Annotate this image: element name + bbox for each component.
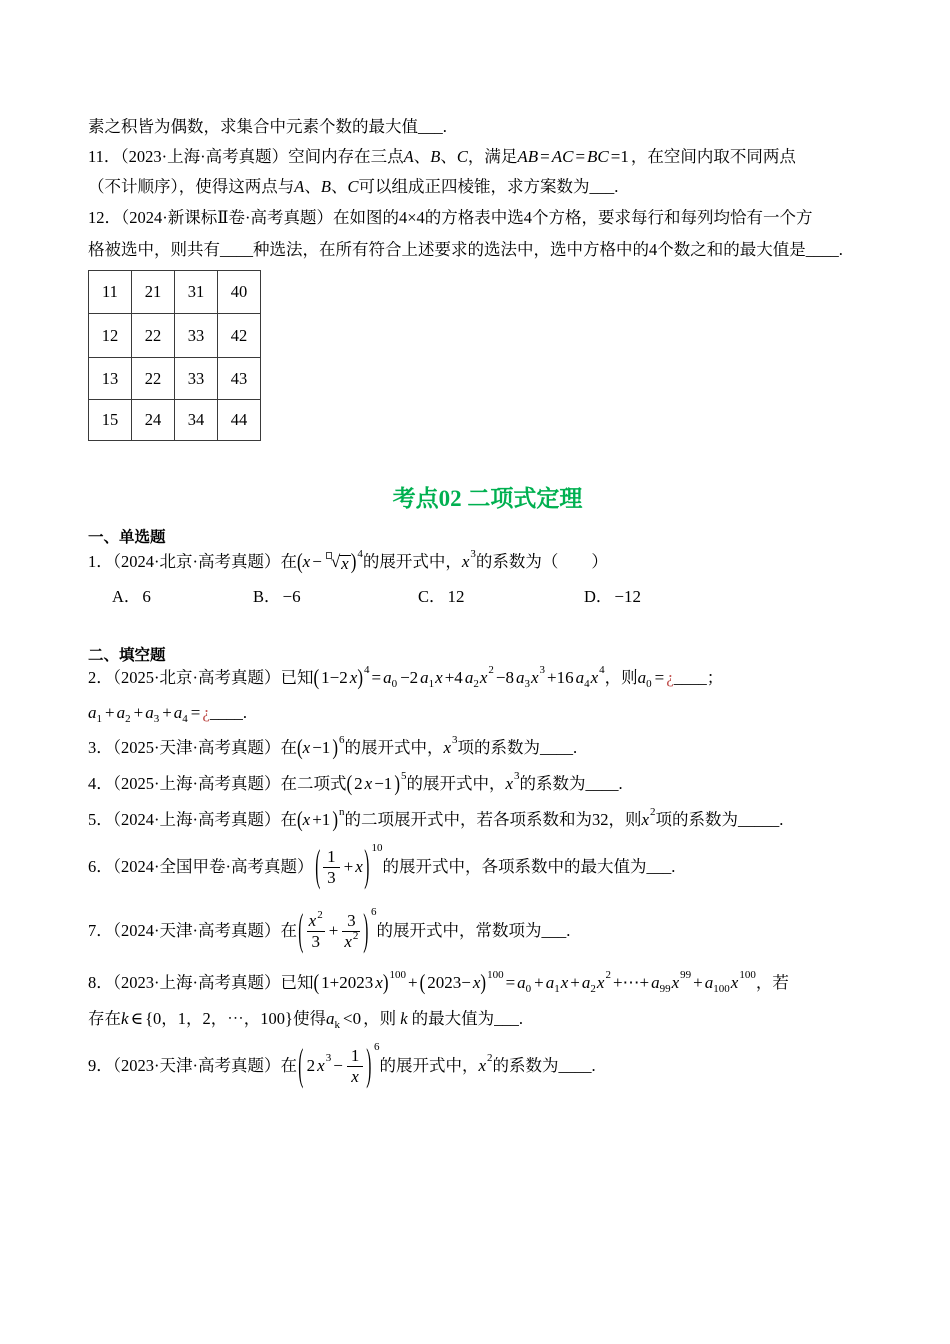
text-run: 存在 — [88, 1009, 121, 1028]
math-symbol: − — [333, 1056, 343, 1075]
superscript: 3 — [325, 1052, 332, 1064]
continued-question-line — [88, 115, 447, 139]
parenthesis: ) — [350, 549, 357, 574]
superscript: 2 — [650, 806, 656, 818]
math-symbol: 1 — [327, 846, 336, 866]
math-symbol: =1 — [610, 147, 629, 166]
grid-row — [89, 400, 261, 441]
text-run: 项的系数为____. — [457, 738, 578, 757]
problem-12-line-1 — [88, 206, 813, 230]
inline-variable: B — [430, 147, 441, 166]
problem-2-line-1 — [88, 666, 723, 690]
grid-cell: 22 — [132, 358, 175, 400]
grid-cell: 21 — [132, 271, 175, 314]
text-run: 的展开式中， — [379, 1056, 479, 1075]
subscript: 1 — [96, 713, 102, 725]
placeholder-glyph: ¿ — [202, 703, 210, 722]
text-run: 的展开式中，常数项为___. — [376, 921, 571, 940]
text-run: （不计顺序），使得这两点与 — [88, 177, 295, 196]
placeholder-glyph: ¿ — [666, 668, 674, 687]
math-variable: x — [351, 1066, 359, 1086]
grid-cell: 34 — [175, 400, 218, 441]
problem-12-line-2 — [88, 238, 843, 262]
math-variable: x — [302, 810, 311, 829]
grid-cell: 15 — [89, 400, 132, 441]
math-symbol: +⋯+ — [612, 973, 650, 992]
text-run: 11．（2023·上海·高考真题）空间内存在三点 — [88, 147, 404, 166]
math-symbol: + — [133, 703, 144, 722]
math-variable: x — [349, 668, 358, 687]
parenthesis: ( — [419, 970, 426, 995]
text-run: 、 — [413, 147, 431, 166]
grid-cell: 11 — [89, 271, 132, 314]
subscript: 4 — [182, 713, 188, 725]
text-run: ，在空间内取不同两点 — [630, 147, 796, 166]
fraction-numerator — [323, 847, 340, 868]
math-variable: x — [560, 973, 569, 992]
math-symbol: 1 — [350, 1045, 360, 1065]
math-symbol: 2 — [354, 774, 363, 793]
radical-sign: √ — [330, 552, 341, 571]
text-run: 、 — [440, 147, 457, 166]
superscript: n — [338, 806, 345, 818]
text-run: 的最大值为___. — [407, 1009, 524, 1028]
superscript: 4 — [599, 664, 605, 676]
text-run: 的展开式中， — [344, 738, 444, 757]
math-variable: x — [596, 973, 605, 992]
big-parenthesis: ( — [314, 841, 320, 891]
fraction-denominator — [342, 929, 360, 952]
superscript: 10 — [371, 842, 383, 854]
superscript: 2 — [487, 1052, 493, 1064]
math-symbol: 1−2 — [321, 668, 348, 687]
subscript: 3 — [524, 678, 530, 690]
big-parenthesis: ) — [364, 841, 370, 891]
superscript: 3 — [539, 664, 545, 676]
text-run: {0，1，2，⋯，100}使得 — [145, 1009, 326, 1028]
option-b — [253, 585, 303, 609]
math-variable: a — [116, 703, 126, 722]
math-variable: x — [461, 552, 470, 571]
math-variable: x — [505, 774, 514, 793]
math-variable: x — [730, 973, 739, 992]
math-variable: x — [302, 552, 311, 571]
grid-cell: 31 — [175, 271, 218, 314]
option-label: A． — [112, 587, 141, 606]
math-variable: x — [355, 857, 363, 876]
math-variable: x — [671, 973, 680, 992]
big-parenthesis: ) — [366, 1040, 372, 1090]
option-value: −6 — [282, 587, 301, 606]
grid-row — [89, 271, 261, 314]
math-variable: a — [383, 668, 392, 687]
math-variable: a — [325, 1009, 335, 1028]
inline-variable: C — [456, 147, 468, 166]
math-symbol: +4 — [444, 668, 463, 687]
math-variable: a — [515, 668, 525, 687]
math-symbol: −8 — [495, 668, 514, 687]
math-variable: k — [121, 1009, 129, 1028]
fraction-denominator — [347, 1067, 364, 1087]
problem-8-line-2 — [88, 1007, 523, 1031]
problem-1-line-1 — [88, 550, 608, 574]
number-grid-table — [88, 270, 261, 441]
math-variable: a — [637, 668, 647, 687]
math-variable: x — [479, 668, 488, 687]
parenthesis: ( — [297, 549, 303, 574]
math-variable: a — [575, 668, 585, 687]
text-run: ，则 — [604, 668, 638, 687]
subscript: 3 — [153, 713, 160, 725]
superscript: 3 — [470, 548, 476, 560]
math-variable: x — [344, 931, 352, 951]
grid-cell: 12 — [89, 314, 132, 358]
math-variable: a — [545, 973, 555, 992]
big-parenthesis: ) — [363, 905, 369, 955]
math-variable: x — [302, 738, 311, 757]
inline-variable: A — [294, 177, 305, 196]
superscript: 4 — [357, 548, 363, 560]
math-symbol: = — [371, 668, 382, 687]
math-symbol: + — [105, 703, 115, 722]
math-symbol: + — [407, 973, 418, 992]
option-value: −12 — [614, 587, 642, 606]
text-run: 9．（2023·天津·高考真题）在 — [88, 1056, 297, 1075]
grid-cell: 22 — [132, 314, 175, 358]
grid-cell: 13 — [89, 358, 132, 400]
grid-cell: 43 — [218, 358, 261, 400]
text-run: 的系数为（ ） — [475, 552, 608, 571]
math-variable: x — [472, 973, 481, 992]
text-run: 的二项展开式中，若各项系数和为32，则 — [344, 810, 642, 829]
subscript: k — [334, 1019, 340, 1031]
grid-cell: 40 — [218, 271, 261, 314]
math-variable: x — [364, 774, 373, 793]
inline-variable: A — [403, 147, 414, 166]
parenthesis: ( — [313, 665, 320, 690]
grid-cell: 33 — [175, 358, 218, 400]
math-symbol: <0 — [342, 1009, 362, 1028]
math-symbol: + — [693, 973, 703, 992]
math-symbol: = — [505, 973, 516, 992]
text-run: 、 — [304, 177, 321, 196]
math-symbol: = — [575, 147, 586, 166]
superscript: 4 — [363, 664, 370, 676]
problem-11-line-1 — [88, 145, 796, 169]
text-run: ____； — [673, 668, 724, 687]
superscript: 2 — [317, 908, 323, 921]
math-variable: x — [530, 668, 539, 687]
subscript: 0 — [525, 983, 532, 995]
text-run: 4．（2025·上海·高考真题）在二项式 — [88, 774, 347, 793]
problem-11-line-2 — [88, 175, 618, 199]
math-symbol: −1 — [374, 774, 393, 793]
math-symbol: 3 — [347, 910, 356, 930]
text-run: 5．（2024·上海·高考真题）在 — [88, 810, 297, 829]
subscript: 2 — [590, 983, 596, 995]
math-symbol: = — [190, 703, 201, 722]
radical-index-box — [326, 552, 332, 559]
subscript: 4 — [584, 678, 590, 690]
text-run: ，满足 — [467, 147, 518, 166]
superscript: 100 — [739, 969, 756, 981]
text-run: 12．（2024·新课标Ⅱ卷·高考真题）在如图的4×4的方格表中选4个方格，要求每行和每列均恰有一个方 — [88, 208, 813, 227]
grid-row — [89, 314, 261, 358]
big-parenthesis: ( — [298, 1040, 304, 1090]
section-title: 考点02 二项式定理 — [392, 486, 583, 511]
inline-variable: B — [320, 177, 331, 196]
math-symbol: 3 — [311, 931, 320, 951]
text-run: 3．（2025·天津·高考真题）在 — [88, 738, 297, 757]
text-run: 的展开式中，各项系数中的最大值为___. — [382, 857, 676, 876]
fraction-numerator — [342, 911, 360, 932]
option-label: B． — [253, 587, 281, 606]
text-run: 的展开式中， — [406, 774, 506, 793]
fraction-denominator — [307, 932, 325, 952]
subscript: 2 — [473, 678, 479, 690]
math-variable: a — [581, 973, 591, 992]
option-value: 12 — [447, 587, 465, 606]
math-variable: a — [704, 973, 714, 992]
text-run: ____. — [209, 703, 248, 722]
math-symbol: − — [312, 552, 322, 571]
math-symbol: + — [534, 973, 544, 992]
fraction — [347, 1046, 364, 1087]
text-run: 素之积皆为偶数，求集合中元素个数的最大值___. — [88, 117, 447, 136]
math-variable: a — [420, 668, 429, 687]
math-symbol: + — [328, 921, 339, 940]
problem-8-line-1 — [88, 971, 789, 995]
grid-cell: 33 — [175, 314, 218, 358]
big-parenthesis: ( — [298, 905, 304, 955]
parenthesis: ( — [297, 735, 303, 760]
problem-3-line-1 — [88, 736, 577, 760]
single-choice-heading: 一、单选题 — [88, 529, 166, 546]
math-variable: x — [443, 738, 452, 757]
inline-variable: k — [400, 1009, 408, 1028]
math-symbol: −2 — [400, 668, 419, 687]
fraction — [307, 908, 325, 952]
subscript: 2 — [125, 713, 131, 725]
option-c — [418, 585, 467, 609]
problem-4-line-1 — [88, 772, 623, 796]
text-run: 、 — [330, 177, 348, 196]
radical — [326, 552, 351, 572]
superscript: 2 — [352, 929, 359, 942]
superscript: 2 — [605, 969, 611, 981]
option-value: 6 — [142, 587, 151, 606]
math-symbol: = — [654, 668, 665, 687]
option-label: C． — [418, 587, 446, 606]
grid-cell: 42 — [218, 314, 261, 358]
subscript: 1 — [554, 983, 560, 995]
parenthesis: ) — [382, 970, 389, 995]
math-symbol: 2 — [306, 1056, 316, 1075]
parenthesis: ( — [346, 771, 353, 796]
parenthesis: ) — [332, 807, 338, 832]
text-run: 格被选中，则共有____种选法，在所有符合上述要求的选法中，选中方格中的4个数之和的最大值是____. — [88, 240, 843, 259]
math-variable: a — [517, 973, 526, 992]
superscript: 3 — [514, 770, 520, 782]
math-symbol: + — [162, 703, 172, 722]
text-run: 8．（2023·上海·高考真题）已知 — [88, 973, 314, 992]
text-run: 1．（2024·北京·高考真题）在 — [88, 552, 297, 571]
subscript: 1 — [428, 678, 435, 690]
math-variable: x — [478, 1056, 487, 1075]
math-symbol: + — [343, 857, 354, 876]
math-symbol: 3 — [327, 867, 336, 887]
math-variable: AB — [517, 147, 539, 166]
superscript: 6 — [371, 906, 377, 918]
answer-options — [0, 585, 950, 609]
superscript: 6 — [338, 734, 345, 746]
problem-2-line-2 — [88, 701, 247, 725]
text-run: 2．（2025·北京·高考真题）已知 — [88, 668, 314, 687]
problem-9-line-1 — [88, 1036, 596, 1096]
math-variable: x — [641, 810, 650, 829]
text-run: 的系数为____. — [519, 774, 623, 793]
radical-body: x — [341, 553, 349, 573]
superscript: 100 — [487, 969, 504, 981]
fraction-numerator — [347, 1046, 364, 1067]
text-run: 7．（2024·天津·高考真题）在 — [88, 921, 297, 940]
grid-row — [89, 358, 261, 400]
fraction-denominator — [323, 868, 340, 888]
math-variable: a — [464, 668, 474, 687]
math-variable: a — [651, 973, 660, 992]
subscript: 100 — [713, 983, 730, 995]
math-variable: BC — [587, 147, 609, 166]
math-variable: a — [173, 703, 183, 722]
math-symbol: 1+2023 — [321, 973, 374, 992]
superscript: 99 — [680, 969, 692, 981]
subscript: 0 — [646, 678, 652, 690]
math-symbol: +16 — [547, 668, 574, 687]
problem-5-line-1 — [88, 808, 783, 832]
superscript: 2 — [488, 664, 494, 676]
fraction-numerator — [307, 908, 325, 932]
text-run: 的系数为____. — [492, 1056, 596, 1075]
math-symbol: + — [570, 973, 580, 992]
parenthesis: ( — [297, 807, 303, 832]
fill-in-blank-heading: 二、填空题 — [88, 647, 166, 664]
parenthesis: ) — [480, 970, 487, 995]
text-run: 的展开式中， — [362, 552, 462, 571]
problem-7-line-1 — [88, 901, 570, 961]
parenthesis: ) — [394, 771, 400, 796]
option-a — [112, 585, 153, 609]
parenthesis: ) — [332, 735, 338, 760]
math-symbol: −1 — [312, 738, 331, 757]
superscript: 100 — [389, 969, 406, 981]
superscript: 5 — [400, 770, 407, 782]
option-d — [584, 585, 643, 609]
text-run: 可以组成正四棱锥，求方案数为___. — [358, 177, 619, 196]
text-run: ，则 — [363, 1009, 401, 1028]
math-variable: x — [317, 1056, 325, 1075]
math-variable: x — [308, 910, 317, 930]
option-label: D． — [584, 587, 613, 606]
math-symbol: +1 — [312, 810, 331, 829]
math-symbol: = — [540, 147, 550, 166]
grid-cell: 24 — [132, 400, 175, 441]
math-variable: a — [145, 703, 154, 722]
math-symbol: 2023− — [427, 973, 471, 992]
text-run: 6．（2024·全国甲卷·高考真题） — [88, 857, 314, 876]
math-variable: x — [375, 973, 383, 992]
fraction — [342, 911, 360, 952]
math-variable: x — [590, 668, 599, 687]
problem-6-line-1 — [88, 837, 675, 897]
subscript: 0 — [391, 678, 398, 690]
fraction — [323, 847, 340, 888]
superscript: 3 — [452, 734, 458, 746]
parenthesis: ( — [313, 970, 320, 995]
math-variable: x — [435, 668, 443, 687]
text-run: 项的系数为_____. — [655, 810, 784, 829]
text-run: ，若 — [755, 973, 789, 992]
grid-cell: 44 — [218, 400, 261, 441]
math-symbol: ∈ — [130, 1009, 144, 1028]
parenthesis: ) — [357, 665, 363, 690]
math-variable: a — [88, 703, 97, 722]
inline-variable: C — [347, 177, 359, 196]
superscript: 6 — [373, 1041, 380, 1053]
subscript: 99 — [659, 983, 671, 995]
math-variable: AC — [551, 147, 574, 166]
